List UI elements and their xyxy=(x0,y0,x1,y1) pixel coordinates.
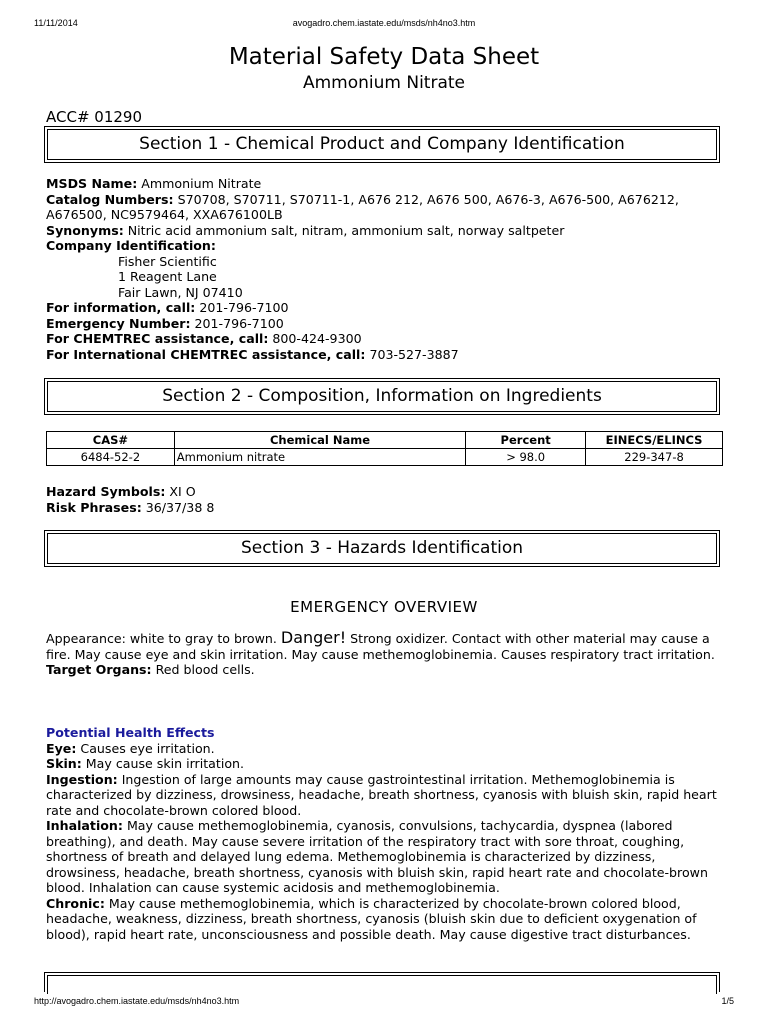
skin-label: Skin: xyxy=(46,756,82,771)
eye-line xyxy=(46,741,726,757)
ingestion-paragraph xyxy=(46,772,726,819)
cell-chemical-name: Ammonium nitrate xyxy=(174,449,465,466)
emergency-overview-body xyxy=(46,630,726,678)
msds-name-label: MSDS Name: xyxy=(46,176,138,191)
appearance-text: Appearance: white to gray to brown. xyxy=(46,631,277,646)
print-url-footer: http://avogadro.chem.iastate.edu/msds/nh4no3.htm xyxy=(34,996,240,1006)
risk-value: 36/37/38 8 xyxy=(145,499,215,515)
appearance-rest: Strong oxidizer. Contact with other material may cause a fire. May cause eye and skin irritation. May cause methemoglobinemia. Causes respiratory tract irritation. xyxy=(46,631,715,662)
section-2-title: Section 2 - Composition, Information on Ingredients xyxy=(47,381,717,412)
section-3-header xyxy=(44,530,720,567)
synonyms-value: Nitric acid ammonium salt, nitram, ammonium salt, norway saltpeter xyxy=(127,222,565,238)
table-row xyxy=(47,449,723,466)
page-subtitle: Ammonium Nitrate xyxy=(302,73,466,93)
hazard-label: Hazard Symbols: xyxy=(46,484,166,499)
company-street: 1 Reagent Lane xyxy=(118,269,217,284)
intl-chemtrec-line xyxy=(46,347,726,363)
section-2-hazards xyxy=(46,484,726,515)
chronic-value: May cause methemoglobinemia, which is characterized by chocolate-brown colored blood, headache, weakness, dizziness, breath shortness, cyanosis (bluish skin due to deficient oxygenation of blood), rapid heart rate, unconsciousness and possible death. May cause digestive tract disturbances. xyxy=(46,895,697,942)
hazard-line xyxy=(46,484,726,500)
ingestion-value: Ingestion of large amounts may cause gastrointestinal irritation. Methemoglobinemia is characterized by dizziness, drowsiness, headache, breath shortness, cyanosis with bluish skin, rapid heart rate and chocolate-brown colored blood. xyxy=(46,771,717,818)
msds-name-line xyxy=(46,176,726,192)
catalog-value: S70708, S70711, S70711-1, A676 212, A676 500, A676-3, A676-500, A676212, A676500, NC9579464, XXA676100LB xyxy=(46,191,679,222)
print-url-header: avogadro.chem.iastate.edu/msds/nh4no3.htm xyxy=(292,18,476,28)
chemtrec-label: For CHEMTREC assistance, call: xyxy=(46,331,269,346)
target-organs-label: Target Organs: xyxy=(46,662,152,677)
potential-health-effects-title: Potential Health Effects xyxy=(46,725,215,740)
info-line xyxy=(46,300,726,316)
synonyms-line xyxy=(46,223,726,239)
acc-number: ACC# 01290 xyxy=(46,108,142,126)
cell-cas: 6484-52-2 xyxy=(47,449,175,466)
catalog-line xyxy=(46,192,726,223)
print-page-number: 1/5 xyxy=(721,996,734,1006)
target-organs-value: Red blood cells. xyxy=(155,662,255,677)
appearance-paragraph xyxy=(46,630,726,662)
msds-name-value: Ammonium Nitrate xyxy=(141,176,262,191)
ingredients-table xyxy=(46,431,723,466)
target-organs-line xyxy=(46,662,726,678)
emergency-overview-title: EMERGENCY OVERVIEW xyxy=(290,598,478,616)
cell-percent: > 98.0 xyxy=(466,449,586,466)
col-cas: CAS# xyxy=(47,432,175,449)
risk-line xyxy=(46,500,726,516)
eye-label: Eye: xyxy=(46,740,77,756)
section-3-title: Section 3 - Hazards Identification xyxy=(47,533,717,564)
ingestion-label: Ingestion: xyxy=(46,771,118,787)
inhalation-label: Inhalation: xyxy=(46,818,123,833)
cell-einecs: 229-347-8 xyxy=(586,449,723,466)
emergency-line xyxy=(46,316,726,332)
col-einecs: EINECS/ELINCS xyxy=(586,432,723,449)
print-date: 11/11/2014 xyxy=(34,18,78,28)
section-1-title: Section 1 - Chemical Product and Company Identification xyxy=(47,129,717,160)
health-effects-body xyxy=(46,725,726,942)
intl-chemtrec-label: For International CHEMTREC assistance, call: xyxy=(46,346,366,362)
col-percent: Percent xyxy=(466,432,586,449)
catalog-label: Catalog Numbers: xyxy=(46,191,174,207)
company-name: Fisher Scientific xyxy=(118,253,217,269)
intl-chemtrec-value: 703-527-3887 xyxy=(369,346,459,362)
section-2-header xyxy=(44,378,720,415)
company-city: Fair Lawn, NJ 07410 xyxy=(118,284,243,300)
section-4-header-partial xyxy=(44,972,720,992)
chronic-paragraph xyxy=(46,896,726,943)
section-4-header-inner xyxy=(47,975,717,994)
col-chemical-name: Chemical Name xyxy=(174,432,465,449)
chronic-label: Chronic: xyxy=(46,895,105,911)
skin-line xyxy=(46,756,726,772)
danger-word: Danger! xyxy=(280,628,347,647)
inhalation-value: May cause methemoglobinemia, cyanosis, convulsions, tachycardia, dyspnea (labored breathing), and death. May cause severe irritation of the respiratory tract with sore throat, coughing, shortness of breath and delayed lung edema. Methemoglobinemia is characterized by dizziness, drowsiness, headache, breath shortness, cyanosis with bluish skin, rapid heart rate and chocolate-brown blood. Inhalation can cause systemic acidosis and methemoglobinemia. xyxy=(46,818,708,895)
section-1-body xyxy=(46,176,726,362)
company-label: Company Identification: xyxy=(46,238,216,253)
info-value: 201-796-7100 xyxy=(199,300,289,315)
eye-value: Causes eye irritation. xyxy=(80,740,215,756)
section-1-header xyxy=(44,126,720,163)
table-header-row xyxy=(47,432,723,449)
skin-value: May cause skin irritation. xyxy=(85,756,245,771)
synonyms-label: Synonyms: xyxy=(46,222,124,238)
emergency-label: Emergency Number: xyxy=(46,315,191,331)
page-title: Material Safety Data Sheet xyxy=(228,44,540,70)
info-label: For information, call: xyxy=(46,300,196,315)
hazard-value: XI O xyxy=(169,484,196,499)
emergency-value: 201-796-7100 xyxy=(194,315,284,331)
chemtrec-value: 800-424-9300 xyxy=(272,331,362,346)
inhalation-paragraph xyxy=(46,818,726,896)
chemtrec-line xyxy=(46,331,726,347)
risk-label: Risk Phrases: xyxy=(46,499,142,515)
